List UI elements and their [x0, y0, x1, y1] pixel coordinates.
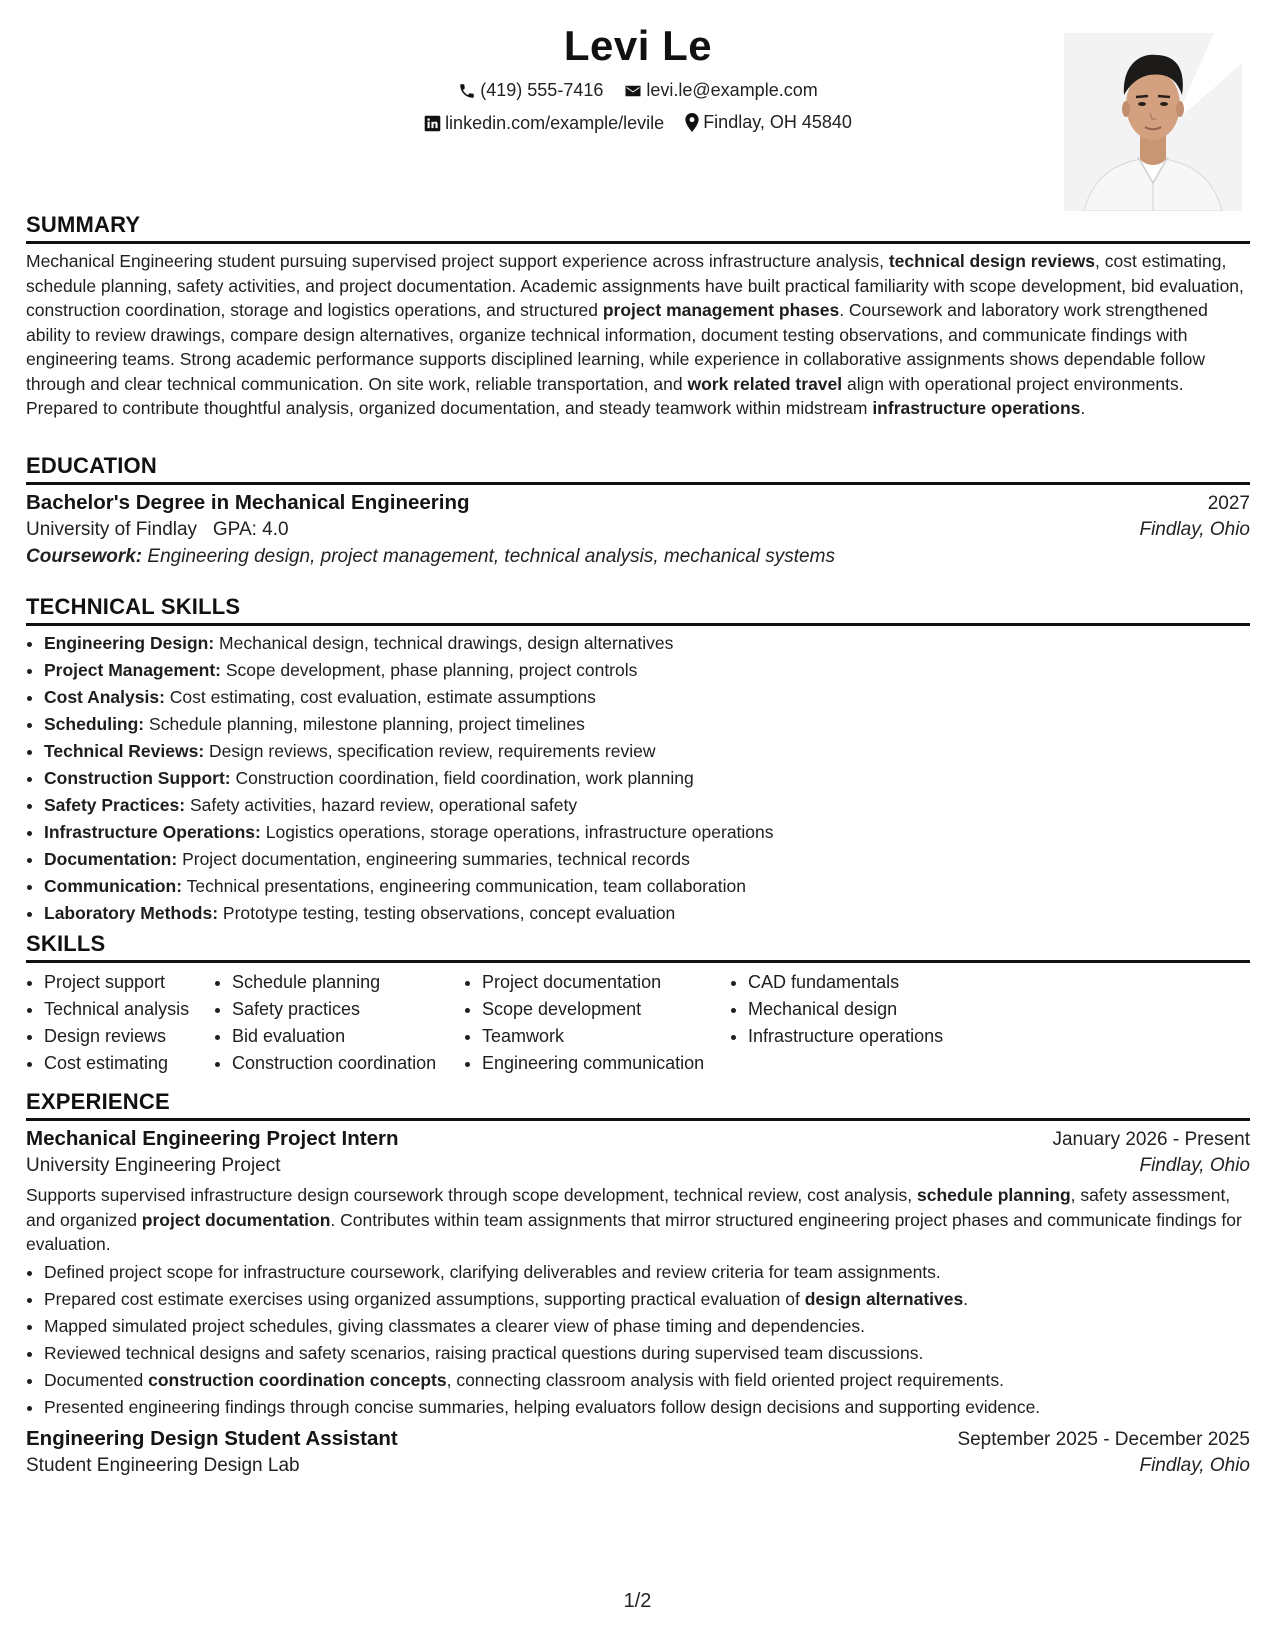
school-info: [26, 519, 289, 541]
list-item: • Schedule planning: [232, 969, 464, 996]
skills-grid: [26, 969, 1250, 1077]
section-title-summary: SUMMARY: [26, 212, 1250, 244]
list-item: • Teamwork: [482, 1023, 730, 1050]
list-item: • Defined project scope for infrastructure coursework, clarifying deliverables and review criteria for team assignments.: [44, 1259, 1250, 1286]
skills-column-3: [464, 969, 730, 1077]
section-title-technical-skills: TECHNICAL SKILLS: [26, 594, 1250, 626]
resume-header: [26, 0, 1250, 220]
list-item: • Design reviews: [44, 1023, 214, 1050]
list-item: • Technical analysis: [44, 996, 214, 1023]
list-item: • Construction Support: Construction coordination, field coordination, work planning: [44, 765, 1250, 792]
email-text: levi.le@example.com: [646, 80, 818, 100]
job-location: Findlay, Ohio: [1139, 1155, 1250, 1176]
location-contact: [685, 112, 852, 133]
gpa-text: GPA: 4.0: [212, 519, 289, 540]
job-bullets: [26, 1259, 1250, 1421]
list-item: • Construction coordination: [232, 1050, 464, 1077]
list-item: • Scheduling: Schedule planning, milestone planning, project timelines: [44, 711, 1250, 738]
list-item: • Mechanical design: [748, 996, 1008, 1023]
experience-section: [26, 1089, 1250, 1477]
education-row-2: [26, 519, 1250, 541]
list-item: • Scope development: [482, 996, 730, 1023]
phone-contact[interactable]: [458, 80, 603, 101]
skills-column-1: [26, 969, 214, 1077]
section-title-skills: SKILLS: [26, 931, 1250, 963]
list-item: • Safety practices: [232, 996, 464, 1023]
list-item: • Safety Practices: Safety activities, hazard review, operational safety: [44, 792, 1250, 819]
list-item: • Cost estimating: [44, 1050, 214, 1077]
job-entry-2: [26, 1427, 1250, 1477]
list-item: • Project documentation: [482, 969, 730, 996]
job-organization: Student Engineering Design Lab: [26, 1454, 300, 1476]
list-item: • Infrastructure Operations: Logistics operations, storage operations, infrastructure operations: [44, 819, 1250, 846]
list-item: • Infrastructure operations: [748, 1023, 1008, 1050]
list-item: • Documentation: Project documentation, engineering summaries, technical records: [44, 846, 1250, 873]
list-item: • Prepared cost estimate exercises using organized assumptions, supporting practical evaluation of design alternatives.: [44, 1286, 1250, 1313]
list-item: • Cost Analysis: Cost estimating, cost evaluation, estimate assumptions: [44, 684, 1250, 711]
job-header-row: [26, 1427, 1250, 1451]
list-item: • Project support: [44, 969, 214, 996]
job-location: Findlay, Ohio: [1139, 1454, 1250, 1476]
list-item: • Engineering Design: Mechanical design, technical drawings, design alternatives: [44, 630, 1250, 657]
coursework-line: [26, 546, 1250, 568]
avatar: [1064, 33, 1242, 211]
linkedin-text: linkedin.com/example/levile: [445, 113, 665, 133]
list-item: • Project Management: Scope development, phase planning, project controls: [44, 657, 1250, 684]
list-item: • Presented engineering findings through concise summaries, helping evaluators follow design decisions and supporting evidence.: [44, 1394, 1250, 1421]
job-org-row: [26, 1155, 1250, 1177]
job-title: Engineering Design Student Assistant: [26, 1426, 398, 1450]
list-item: • Bid evaluation: [232, 1023, 464, 1050]
location-text: Findlay, OH 45840: [703, 112, 852, 132]
section-title-experience: EXPERIENCE: [26, 1089, 1250, 1121]
coursework-text: Engineering design, project management, technical analysis, mechanical systems: [147, 546, 835, 567]
technical-skills-section: [26, 594, 1250, 927]
job-org-row: [26, 1455, 1250, 1477]
map-pin-icon: [685, 113, 699, 132]
list-item: • Engineering communication: [482, 1050, 730, 1077]
coursework-label: Coursework:: [26, 546, 143, 567]
school-location: Findlay, Ohio: [1139, 519, 1250, 540]
skills-column-2: [214, 969, 464, 1077]
resume-page: [26, 0, 1250, 1476]
phone-text: (419) 555-7416: [480, 80, 604, 100]
candidate-name: Levi Le: [563, 22, 713, 69]
page-number: 1/2: [623, 1590, 652, 1612]
summary-section: [26, 212, 1250, 421]
list-item: • Communication: Technical presentations, engineering communication, team collaboration: [44, 873, 1250, 900]
phone-icon: [458, 82, 476, 100]
list-item: • CAD fundamentals: [748, 969, 1008, 996]
linkedin-icon: [424, 115, 441, 132]
graduation-year: 2027: [1207, 493, 1250, 514]
education-row-1: [26, 491, 1250, 515]
summary-text: Mechanical Engineering student pursuing supervised project support experience across infrastructure analysis, technical design reviews, cost estimating, schedule planning, safety activities, and project documentation. Academic assignments have built practical familiarity with scope development, bid evaluation, construction coordination, storage and logistics operations, and structured project management phases. Coursework and laboratory work strengthened ability to review drawings, compare design alternatives, organize technical information, document testing observations, and communicate findings with engineering teams. Strong academic performance supports disciplined learning, while experience in collaborative assignments shows dependable follow through and clear technical communication. On site work, reliable transportation, and work related travel align with operational project environments. Prepared to contribute thoughtful analysis, organized documentation, and steady teamwork within midstream infrastructure operations.: [26, 251, 1244, 418]
linkedin-contact[interactable]: [424, 113, 664, 134]
list-item: • Documented construction coordination concepts, connecting classroom analysis with field oriented project requirements.: [44, 1367, 1250, 1394]
school-name: University of Findlay: [26, 519, 198, 540]
job-organization: University Engineering Project: [26, 1155, 281, 1176]
list-item: • Mapped simulated project schedules, giving classmates a clearer view of phase timing and dependencies.: [44, 1313, 1250, 1340]
job-dates: January 2026 - Present: [1052, 1129, 1250, 1150]
job-entry-1: [26, 1127, 1250, 1421]
list-item: • Laboratory Methods: Prototype testing, testing observations, concept evaluation: [44, 900, 1250, 927]
email-contact[interactable]: [624, 80, 817, 101]
degree-title: Bachelor's Degree in Mechanical Engineering: [26, 491, 470, 514]
job-dates: September 2025 - December 2025: [957, 1428, 1250, 1450]
envelope-icon: [624, 82, 642, 100]
education-section: [26, 453, 1250, 568]
list-item: • Technical Reviews: Design reviews, specification review, requirements review: [44, 738, 1250, 765]
job-description: Supports supervised infrastructure design coursework through scope development, technical review, cost analysis, schedule planning, safety assessment, and organized project documentation. Contributes within team assignments that mirror structured engineering project phases and communicate findings for evaluation.: [26, 1185, 1242, 1254]
skills-section: [26, 931, 1250, 1077]
skills-column-4: [730, 969, 1008, 1077]
job-title: Mechanical Engineering Project Intern: [26, 1127, 399, 1150]
list-item: • Reviewed technical designs and safety scenarios, raising practical questions during supervised team discussions.: [44, 1340, 1250, 1367]
section-title-education: EDUCATION: [26, 453, 1250, 485]
profile-photo: [1064, 33, 1242, 211]
technical-skills-list: [26, 630, 1250, 927]
job-header-row: [26, 1127, 1250, 1151]
